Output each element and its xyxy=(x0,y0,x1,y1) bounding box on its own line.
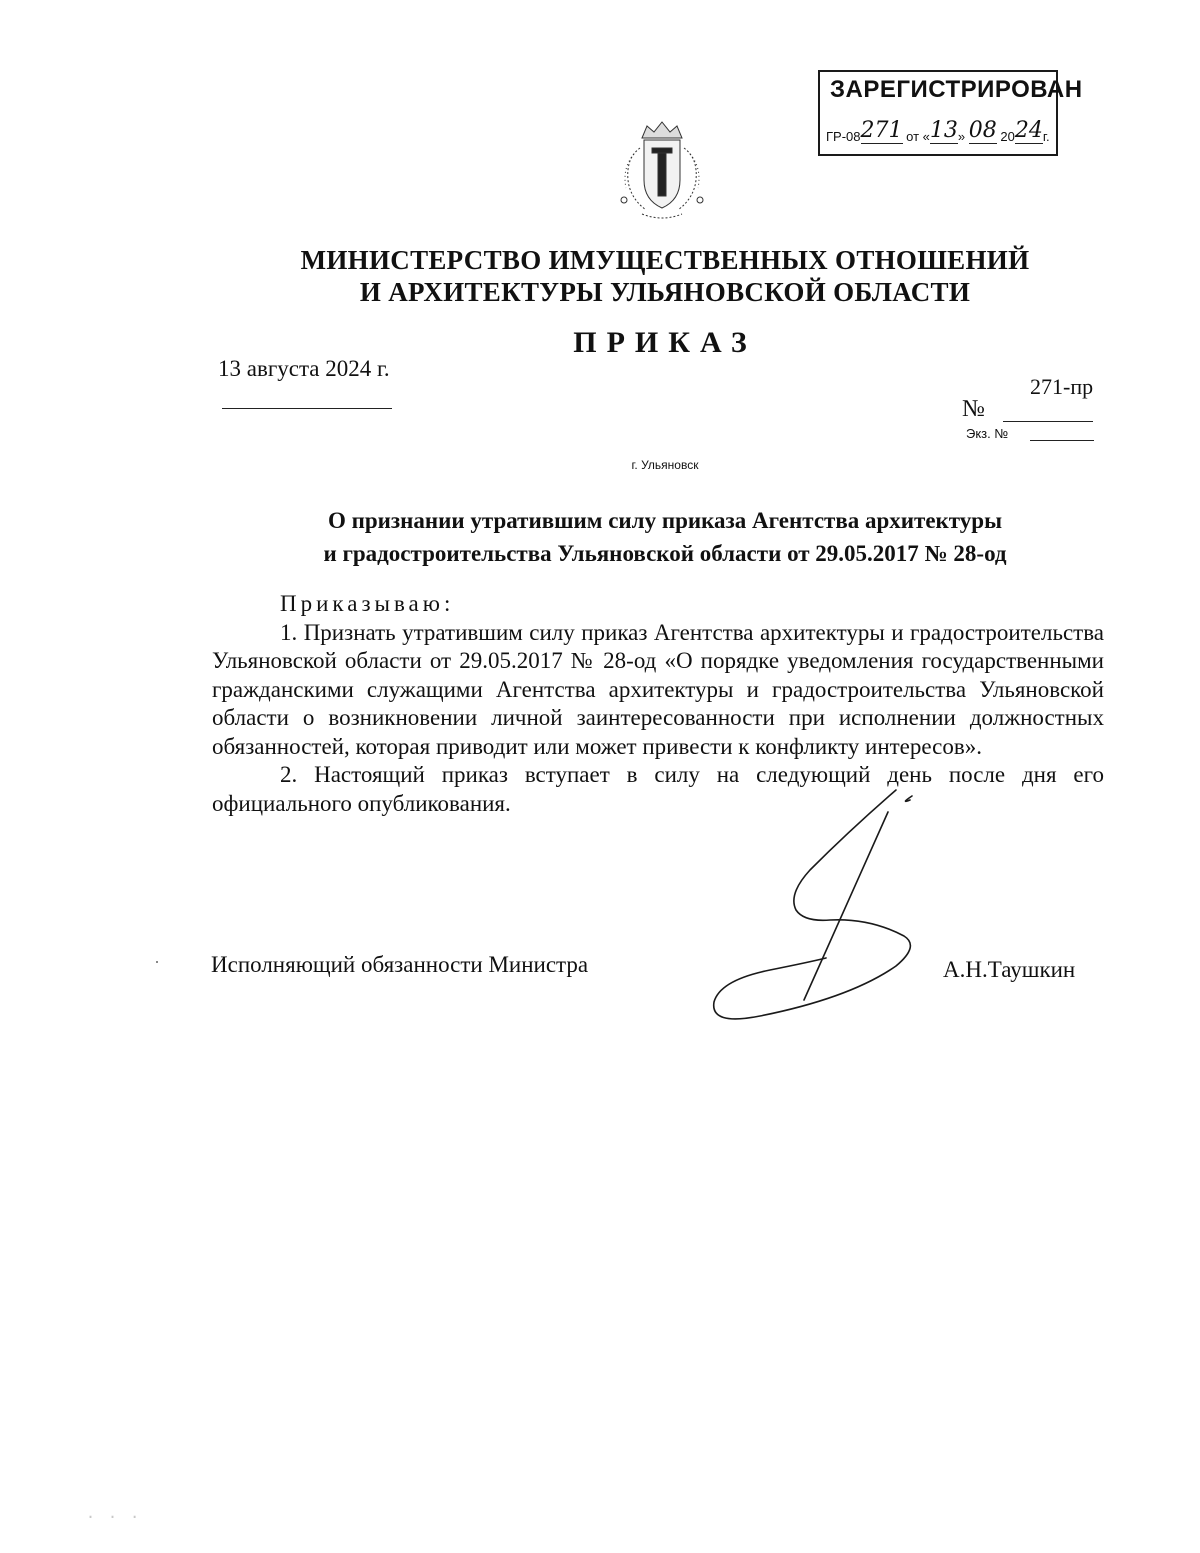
ministry-line-1: МИНИСТЕРСТВО ИМУЩЕСТВЕННЫХ ОТНОШЕНИЙ xyxy=(300,245,1030,275)
ministry-line-2: И АРХИТЕКТУРЫ УЛЬЯНОВСКОЙ ОБЛАСТИ xyxy=(359,277,971,307)
document-date: 13 августа 2024 г. xyxy=(218,356,390,381)
stamp-year-prefix: 20 xyxy=(1000,129,1015,144)
document-number: 271-пр xyxy=(1030,374,1094,399)
signatory-position: Исполняющий обязанности Министра xyxy=(211,952,589,977)
coat-of-arms-icon xyxy=(612,118,712,222)
subject-line-2: и градостроительства Ульяновской области от 29.05.2017 № 28-од xyxy=(323,541,1007,566)
body-item-1: 1. Признать утратившим силу приказ Агентства архитектуры и градостроительства Ульяновской области от 29.05.2017 № 28-од «О порядке уведомления государственными гражданскими служащими Агентства архитектуры и градостроительства Ульяновской области о возникновении личной заинтересованности при исполнении должностных обязанностей, которая приводит или может привести к конфликту интересов». xyxy=(212,619,1104,759)
date-underline xyxy=(222,408,392,409)
stamp-year-label: г. xyxy=(1042,129,1050,144)
ministry-name xyxy=(0,244,1200,308)
document-type: ПРИКАЗ xyxy=(573,326,757,359)
handwritten-signature xyxy=(700,770,940,1040)
stamp-month: 08 xyxy=(968,118,997,143)
stamp-from-label: от xyxy=(906,129,920,144)
copy-label: Экз. № xyxy=(966,426,1009,441)
order-word: Приказываю: xyxy=(280,591,455,616)
stamp-prefix: ГР-08 xyxy=(826,129,861,144)
stamp-quote-close: » xyxy=(957,129,966,144)
copy-underline xyxy=(1030,440,1094,441)
city: г. Ульяновск xyxy=(631,458,699,472)
stamp-year-suffix: 24 xyxy=(1014,118,1043,143)
stamp-title: ЗАРЕГИСТРИРОВАН xyxy=(830,76,1083,103)
stamp-reg-number: 271 xyxy=(860,118,903,143)
number-underline xyxy=(1003,421,1093,422)
scan-artifact: · · · xyxy=(86,1508,142,1526)
stamp-quote-open: « xyxy=(922,129,930,144)
stamp-registration-line xyxy=(826,118,1052,147)
body-item-2: 2. Настоящий приказ вступает в силу на следующий день после дня его официального опубликования. xyxy=(212,762,1104,816)
number-label: № xyxy=(962,396,985,422)
subject-line-1: О признании утратившим силу приказа Агентства архитектуры xyxy=(327,508,1003,533)
registration-stamp xyxy=(818,70,1083,156)
signatory-name: А.Н.Таушкин xyxy=(943,957,1076,982)
stamp-day: 13 xyxy=(929,118,958,143)
document-body xyxy=(212,590,1104,818)
scan-speck xyxy=(156,961,158,963)
document-subject xyxy=(0,504,1200,570)
